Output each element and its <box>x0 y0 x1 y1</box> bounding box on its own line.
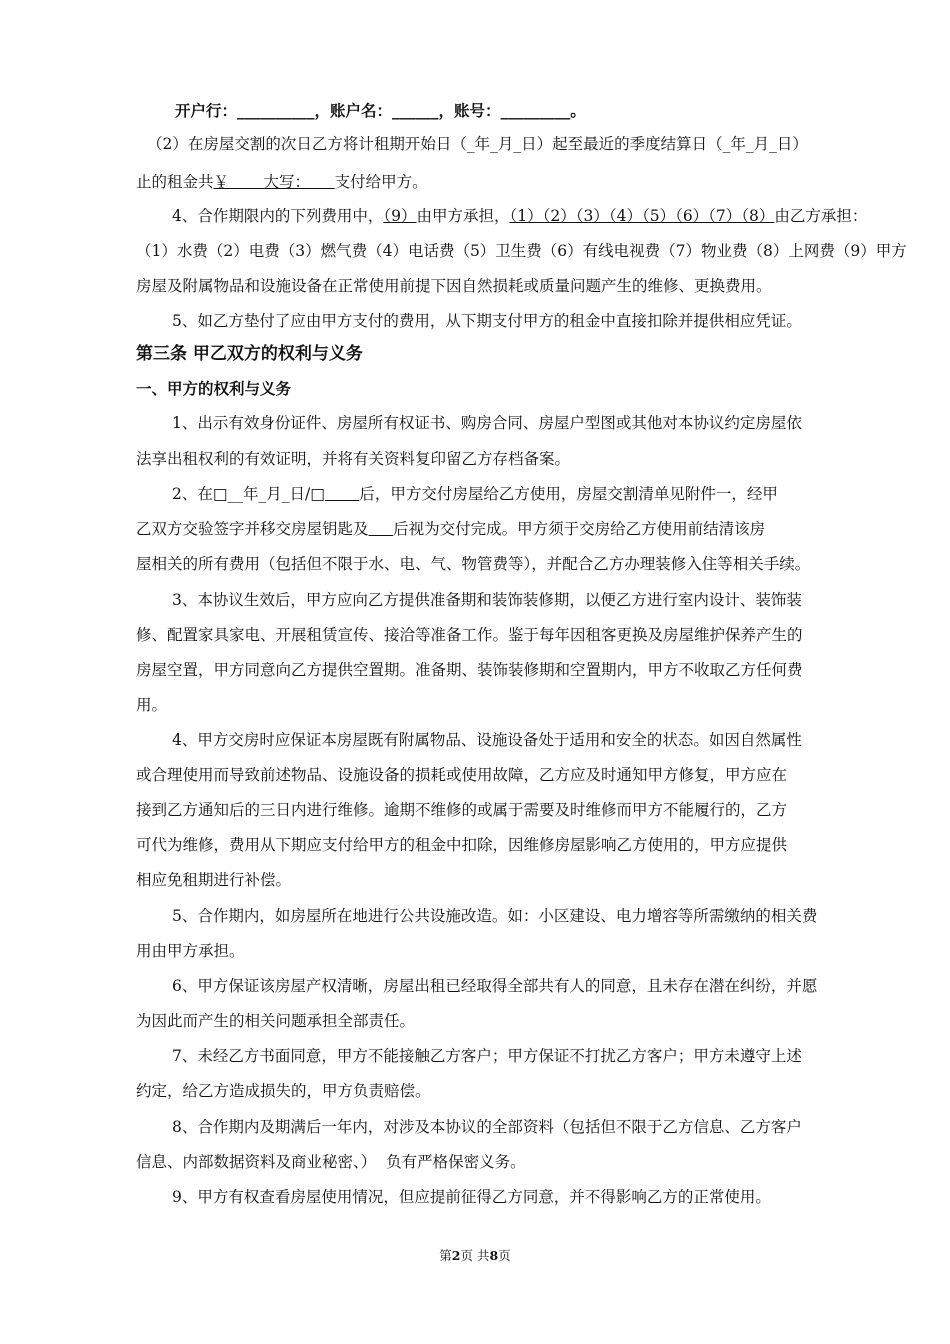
total-pages: 8 <box>489 1248 499 1263</box>
item-6-line-1: 6、甲方保证该房屋产权清晰，房屋出租已经取得全部共有人的同意，且未存在潜在纠纷，并愿 <box>172 977 818 995</box>
item-2-line-1 <box>172 483 950 505</box>
party-b-fees: （1）（2）（3）（4）（5）（6）（7）（8） <box>509 207 775 225</box>
footer-prefix: 第 <box>439 1248 452 1263</box>
page-footer <box>0 1247 950 1265</box>
bank-blank: __________ <box>237 102 315 120</box>
item-8-line-1: 8、合作期内及期满后一年内，对涉及本协议的全部资料（包括但不限于乙方信息、乙方客户 <box>172 1118 802 1136</box>
rent-clause-text-end: 支付给甲方。 <box>334 173 428 191</box>
item-3-line-4: 用。 <box>136 696 168 714</box>
item-2-line-3: 屋相关的所有费用（包括但不限于水、电、气、物管费等），并配合乙方办理装修入住等相关手续。 <box>136 555 811 573</box>
item-2-text: 后，甲方交付房屋给乙方使用，房屋交割清单见附件一，经甲 <box>359 485 778 503</box>
bank-label: 开户行： <box>175 102 238 120</box>
bank-line-end: 。 <box>570 102 586 120</box>
clause5: 5、如乙方垫付了应由甲方支付的费用，从下期支付甲方的租金中直接扣除并提供相应凭证。 <box>172 312 802 330</box>
item-5-line-1: 5、合作期内，如房屋所在地进行公共设施改造。如：小区建设、电力增容等所需缴纳的相关费 <box>172 907 818 925</box>
bank-account-line <box>175 100 950 122</box>
item-2-text-3: 后视为交付完成。甲方须于交房给乙方使用前结清该房 <box>393 520 766 538</box>
footer-suffix: 页 <box>498 1248 511 1263</box>
page-number: 2 <box>451 1248 461 1263</box>
rent-clause-text: 止的租金共 <box>136 173 214 191</box>
item-9-line-1: 9、甲方有权查看房屋使用情况，但应提前征得乙方同意，并不得影响乙方的正常使用。 <box>172 1188 771 1206</box>
item-1-line-1: 1、出示有效身份证件、房屋所有权证书、购房合同、房屋户型图或其他对本协议约定房屋依 <box>172 414 802 432</box>
footer-middle: 页 共 <box>460 1248 490 1263</box>
item-4-line-5: 相应免租期进行补偿。 <box>136 871 292 889</box>
clause4-line-1 <box>172 205 950 227</box>
item-5-line-2: 用由甲方承担。 <box>136 942 245 960</box>
clause4-intro: 4、合作期限内的下列费用中， <box>172 207 384 225</box>
item-4-line-4: 可代为维修，费用从下期应支付给甲方的租金中扣除，因维修房屋影响乙方使用的，甲方应提供 <box>136 836 788 854</box>
item-2-line-2 <box>136 518 950 540</box>
account-number-label: ，账号： <box>438 102 501 120</box>
item-7-line-2: 约定，给乙方造成损失的，甲方负责赔偿。 <box>136 1082 431 1100</box>
item-3-line-2: 修、配置家具家电、开展租赁宣传、接洽等准备工作。鉴于每年因租客更换及房屋维护保养产生的 <box>136 626 803 644</box>
item-1-line-2: 法享出租权利的有效证明，并将有关资料复印留乙方存档备案。 <box>136 450 571 468</box>
item-2-blank-2 <box>369 520 394 538</box>
account-name-label: ，账户名： <box>314 102 393 120</box>
item-7-line-1: 7、未经乙方书面同意，甲方不能接触乙方客户；甲方保证不打扰乙方客户；甲方未遵守上述 <box>172 1047 802 1065</box>
item-3-line-3: 房屋空置，甲方同意向乙方提供空置期。准备期、装饰装修期和空置期内，甲方不收取乙方任何费 <box>136 661 803 679</box>
clause4-party-a-text: 由甲方承担， <box>416 207 510 225</box>
account-name-blank: ______ <box>392 102 439 120</box>
item-3-line-1: 3、本协议生效后，甲方应向乙方提供准备期和装饰装修期，以便乙方进行室内设计、装饰装 <box>172 591 802 609</box>
item-2-text-2: 乙双方交验签字并移交房屋钥匙及 <box>136 520 369 538</box>
section-1-title: 一、甲方的权利与义务 <box>136 380 292 398</box>
rent-clause-line-2 <box>136 171 950 193</box>
item-4-line-1: 4、甲方交房时应保证本房屋既有附属物品、设施设备处于适用和安全的状态。如因自然属性 <box>172 731 802 749</box>
account-number-blank: _________ <box>500 102 571 120</box>
article-3-title: 第三条 甲乙双方的权利与义务 <box>136 344 363 364</box>
rent-amount-blank: ￥ 大写： <box>213 173 335 191</box>
party-a-fees: （9） <box>383 207 417 225</box>
clause4-line-3: 房屋及附属物品和设施设备在正常使用前提下因自然损耗或质量问题产生的维修、更换费用。 <box>136 277 772 295</box>
clause4-line-2: （1）水费（2）电费（3）燃气费（4）电话费（5）卫生费（6）有线电视费（7）物业费（8）上网费（9）甲方 <box>136 242 907 260</box>
clause4-party-b-text: 由乙方承担： <box>774 207 868 225</box>
item-2-blank-1 <box>325 485 360 503</box>
item-6-line-2: 为因此而产生的相关问题承担全部责任。 <box>136 1012 416 1030</box>
item-2-date: 2、在□__年_月_日/□ <box>172 485 325 503</box>
rent-clause-line-1: （2）在房屋交割的次日乙方将计租期开始日（_年_月_日）起至最近的季度结算日（_年_月_日） <box>147 135 808 153</box>
item-4-line-2: 或合理使用而导致前述物品、设施设备的损耗或使用故障，乙方应及时通知甲方修复，甲方应在 <box>136 766 788 784</box>
item-8-line-2: 信息、内部数据资料及商业秘密、） 负有严格保密义务。 <box>136 1153 526 1171</box>
item-4-line-3: 接到乙方通知后的三日内进行维修。逾期不维修的或属于需要及时维修而甲方不能履行的，乙方 <box>136 801 788 819</box>
